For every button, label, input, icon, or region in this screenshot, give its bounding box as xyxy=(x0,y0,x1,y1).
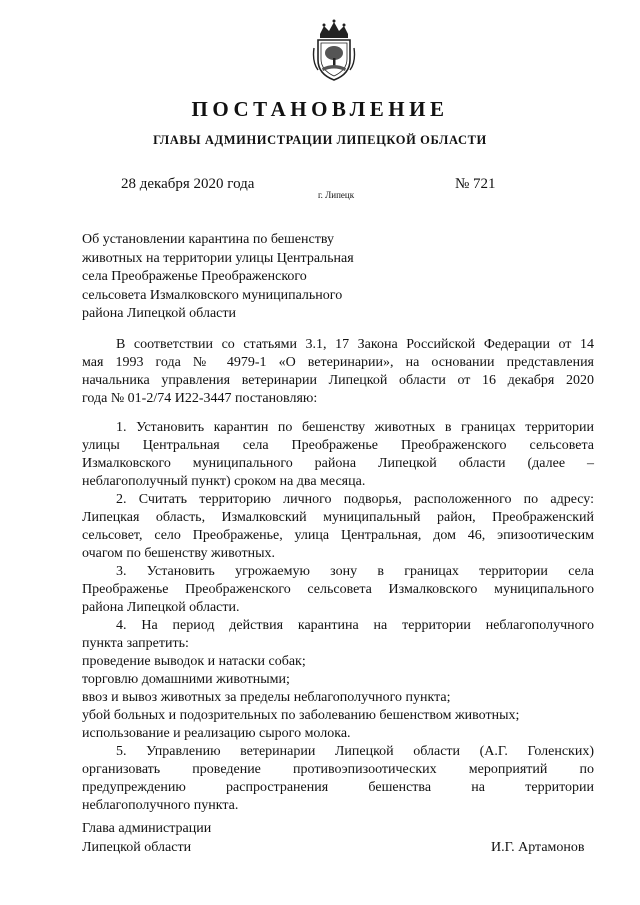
body-line: сельсовет, село Преображенье, улица Центральная, дом 46, эпизоотическим xyxy=(82,528,594,543)
body-line: Измалковского муниципального района Липецкой области (далее – xyxy=(82,456,594,471)
body-line: мая 1993 года № 4979-1 «О ветеринарии», на основании представления xyxy=(82,355,594,370)
body-line: улицы Центральная села Преображенье Преображенского сельсовета xyxy=(82,438,594,453)
subject-line: сельсовета Измалковского муниципального xyxy=(82,287,343,303)
body-line: ввоз и вывоз животных за пределы неблагополучного пункта; xyxy=(82,690,451,705)
document-subject xyxy=(82,231,382,324)
signatory-name: И.Г. Артамонов xyxy=(491,840,585,855)
document-number: № 721 xyxy=(455,176,496,192)
body-line: 4. На период действия карантина на территории неблагополучного xyxy=(116,618,594,633)
body-line: предупреждению распространения бешенства на территории xyxy=(82,780,594,795)
subject-line: Об установлении карантина по бешенству xyxy=(82,232,334,247)
body-line: 5. Управлению ветеринарии Липецкой области (А.Г. Голенских) xyxy=(116,744,594,759)
body-line: года № 01-2/74 И22-3447 постановляю: xyxy=(82,391,318,406)
body-line: района Липецкой области. xyxy=(82,600,240,615)
signatory-position: Липецкой области xyxy=(82,840,192,855)
body-line: 3. Установить угрожаемую зону в границах территории села xyxy=(116,564,594,579)
body-line: 2. Считать территорию личного подворья, расположенного по адресу: xyxy=(116,492,594,507)
body-line: очагом по бешенству животных. xyxy=(82,546,275,561)
body-line: Преображенье Преображенского сельсовета Измалковского муниципального xyxy=(82,582,594,597)
subject-line: животных на территории улицы Центральная xyxy=(82,250,354,266)
body-line: неблагополучный пункт) сроком на два месяца. xyxy=(82,474,366,489)
document-city: г. Липецк xyxy=(318,190,355,200)
body-line: начальника управления ветеринарии Липецкой области от 16 декабря 2020 xyxy=(82,373,594,388)
body-line: торговлю домашними животными; xyxy=(82,672,290,687)
coat-of-arms-icon xyxy=(312,18,356,82)
body-line: Липецкая область, Измалковский муниципальный район, Преображенский xyxy=(82,510,594,525)
body-line: неблагополучного пункта. xyxy=(82,798,239,813)
document-title: ПОСТАНОВЛЕНИЕ xyxy=(191,97,449,121)
signatory-position: Глава администрации xyxy=(82,821,212,836)
body-line: 1. Установить карантин по бешенству животных в границах территории xyxy=(116,420,594,435)
subject-line: села Преображенье Преображенского xyxy=(82,269,307,284)
document-date: 28 декабря 2020 года xyxy=(121,176,255,192)
document-subtitle: ГЛАВЫ АДМИНИСТРАЦИИ ЛИПЕЦКОЙ ОБЛАСТИ xyxy=(153,133,487,147)
body-line: В соответствии со статьями 3.1, 17 Закона Российской Федерации от 14 xyxy=(116,337,594,352)
body-line: использование и реализацию сырого молока. xyxy=(82,726,351,741)
body-line: проведение выводок и натаски собак; xyxy=(82,654,306,669)
subject-line: района Липецкой области xyxy=(82,306,236,321)
body-line: организовать проведение противоэпизоотических мероприятий по xyxy=(82,762,594,777)
body-line: убой больных и подозрительных по заболеванию бешенством животных; xyxy=(82,708,520,723)
body-line: пункта запретить: xyxy=(82,636,189,651)
